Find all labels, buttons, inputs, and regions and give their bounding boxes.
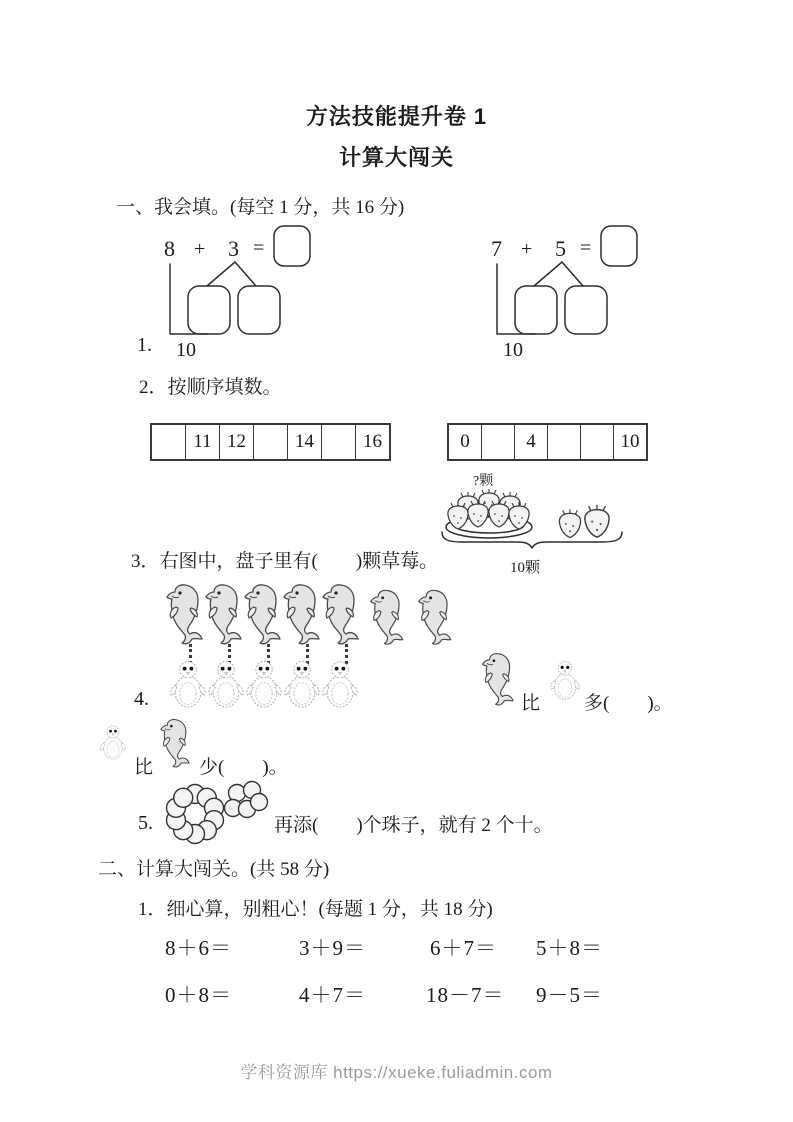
page-title: 方法技能提升卷 1 <box>305 104 488 129</box>
q4-figure <box>160 580 480 710</box>
seq-cell <box>580 425 613 459</box>
strawberry-plate-icon <box>440 486 625 552</box>
seq-cell: 16 <box>355 425 389 459</box>
math-problem: 4＋7＝ <box>299 983 366 1007</box>
answer-box <box>274 226 310 266</box>
loose-strawberries <box>559 505 609 538</box>
section2-sub-heading: 1．细心算，别粗心！(每题 1 分，共 18 分) <box>138 899 493 920</box>
math-problem: 5＋8＝ <box>536 936 603 960</box>
make-ten-bracket <box>497 264 535 334</box>
q5-number: 5. <box>138 812 153 834</box>
penguin-icon <box>244 660 284 710</box>
math-problem: 0＋8＝ <box>165 983 232 1007</box>
seq-cell <box>547 425 580 459</box>
part-box-2 <box>238 286 280 334</box>
addend-b: 5 <box>555 236 566 261</box>
penguin-icon <box>168 660 208 710</box>
dolphin-icon <box>368 588 410 646</box>
q2-label: 2．按顺序填数。 <box>139 377 282 398</box>
equals-icon: = <box>580 237 592 259</box>
total-count-label: 10颗 <box>510 560 541 576</box>
penguin-icon <box>549 660 581 702</box>
dolphin-icon <box>157 718 197 768</box>
dolphin-icon <box>479 652 521 706</box>
q4-more-compare-word: 比 <box>521 693 541 714</box>
part-box-2 <box>565 286 607 334</box>
seq-cell <box>321 425 355 459</box>
part-box-1 <box>188 286 230 334</box>
seq-cell: 14 <box>287 425 321 459</box>
part-box-1 <box>515 286 557 334</box>
answer-box <box>601 226 637 266</box>
seq-cell: 10 <box>613 425 646 459</box>
decomposition-lines <box>534 262 583 286</box>
seq-cell <box>481 425 514 459</box>
addend-a: 7 <box>491 236 502 261</box>
penguin-icon <box>320 660 360 710</box>
seq-cell: 12 <box>219 425 253 459</box>
addend-b: 3 <box>228 236 239 261</box>
math-problem: 8＋6＝ <box>165 936 232 960</box>
penguin-icon <box>99 724 127 762</box>
q5-text: 再添( )个珠子，就有 2 个十。 <box>274 815 553 836</box>
math-problem: 9－5＝ <box>536 983 603 1007</box>
plus-icon: + <box>521 238 533 260</box>
sequence-table-2 <box>447 423 648 461</box>
ten-label: 10 <box>176 339 196 360</box>
seq-cell: 0 <box>460 431 470 452</box>
q4-less-compare-word: 比 <box>134 757 154 778</box>
equals-icon: = <box>253 237 265 259</box>
math-problem: 6＋7＝ <box>430 936 497 960</box>
seq-cell: 4 <box>514 425 547 459</box>
q4-number: 4. <box>134 688 149 710</box>
seq-cell <box>152 425 185 459</box>
seq-cell: 11 <box>185 425 219 459</box>
footer-link[interactable]: 学科资源库 https://xueke.fuliadmin.com <box>240 1063 553 1082</box>
plate-strawberries <box>448 489 529 529</box>
bead-ring <box>167 785 224 844</box>
addend-a: 8 <box>164 236 175 261</box>
bead-cluster <box>225 782 268 818</box>
dolphin-icon <box>320 583 366 645</box>
make-ten-bracket <box>170 264 208 334</box>
decomposition-lines <box>207 262 256 286</box>
plate-count-label: ?颗 <box>473 474 494 489</box>
section2-heading: 二、计算大闯关。(共 58 分) <box>98 859 330 880</box>
decomposition-diagram-right <box>477 218 677 360</box>
penguin-icon <box>206 660 246 710</box>
penguin-icon <box>282 660 322 710</box>
beads-icon <box>162 778 270 846</box>
math-problem: 3＋9＝ <box>299 936 366 960</box>
plus-icon: + <box>194 238 206 260</box>
dolphin-icon <box>416 588 458 646</box>
sequence-table-1 <box>150 423 391 461</box>
section1-heading: 一、我会填。(每空 1 分，共 16 分) <box>116 197 405 218</box>
q1-number: 1. <box>137 334 152 356</box>
ten-label: 10 <box>503 339 523 360</box>
decomposition-diagram-left <box>150 218 350 360</box>
page-subtitle: 计算大闯关 <box>338 145 454 170</box>
q4-less-tail: 少( )。 <box>199 757 288 778</box>
q3-label: 3．右图中，盘子里有( )颗草莓。 <box>131 551 439 572</box>
seq-cell <box>253 425 287 459</box>
strawberry-figure <box>440 470 625 580</box>
q4-more-tail: 多( )。 <box>584 693 673 714</box>
math-problem: 18－7＝ <box>426 983 505 1007</box>
